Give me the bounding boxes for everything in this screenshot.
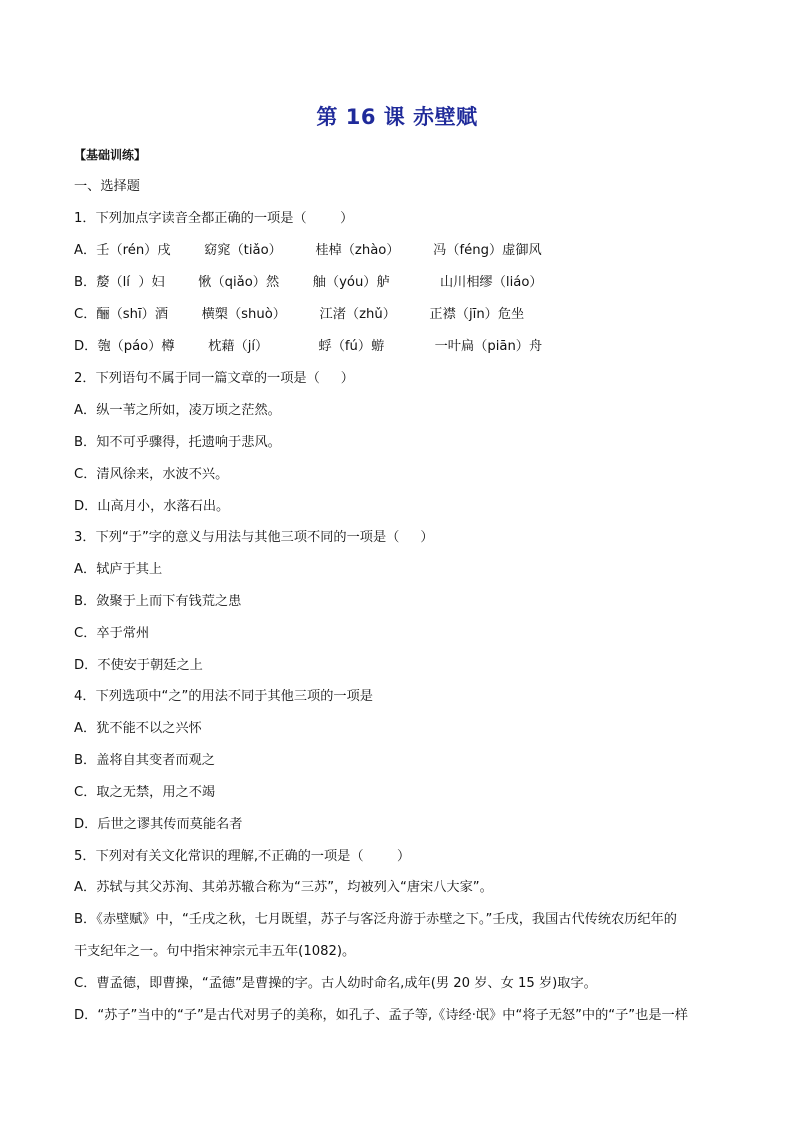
- question-5-stem: 5．下列对有关文化常识的理解,不正确的一项是（ ）: [74, 849, 411, 864]
- question-3-stem: 3．下列“于”字的意义与用法与其他三项不同的一项是（ ）: [74, 530, 434, 545]
- question-4-option-b: B．盖将自其变者而观之: [74, 753, 215, 768]
- section-tag: 【基础训练】: [74, 148, 147, 162]
- question-4-option-d: D．后世之谬其传而莫能名者: [74, 817, 243, 832]
- question-2-stem: 2．下列语句不属于同一篇文章的一项是（ ）: [74, 371, 354, 386]
- question-4-option-a: A．犹不能不以之兴怀: [74, 721, 202, 736]
- question-3-option-a: A．轼庐于其上: [74, 562, 163, 577]
- question-5-option-b-line-2: 干支纪年之一。句中指宋神宗元丰五年(1082)。: [74, 944, 356, 959]
- question-2-option-b: B．知不可乎骤得，托遗响于悲风。: [74, 435, 281, 450]
- question-3-option-d: D．不使安于朝廷之上: [74, 658, 203, 673]
- question-1-option-b: B．嫠（lí ）妇 愀（qiǎo）然 舳（yóu）舻 山川相缪（liáo）: [74, 275, 543, 290]
- question-2-option-c: C．清风徐来，水波不兴。: [74, 467, 229, 482]
- page-title: 第 16 课 赤壁赋: [316, 105, 478, 129]
- question-4-stem: 4．下列选项中“之”的用法不同于其他三项的一项是: [74, 689, 373, 704]
- question-5-option-d: D．“苏子”当中的“子”是古代对男子的美称，如孔子、孟子等,《诗经·氓》中“将子无怒”中的“子”也是一样: [74, 1008, 688, 1023]
- question-5-option-a: A．苏轼与其父苏洵、其弟苏辙合称为“三苏”，均被列入“唐宋八大家”。: [74, 880, 493, 895]
- question-5-option-c: C．曹孟德，即曹操，“孟德”是曹操的字。古人幼时命名,成年(男 20 岁、女 15 岁)取字。: [74, 976, 597, 991]
- question-1-stem: 1．下列加点字读音全都正确的一项是（ ）: [74, 211, 354, 226]
- question-1-option-c: C．酾（shī）酒 横槊（shuò） 江渚（zhǔ） 正襟（jīn）危坐: [74, 307, 525, 322]
- question-1-option-d: D．匏（páo）樽 枕藉（jí） 蜉（fú）蝣 一叶扁（piān）舟: [74, 339, 543, 354]
- question-5-option-b-line-1: B．《赤壁赋》中，“壬戌之秋，七月既望，苏子与客泛舟游于赤壁之下。”壬戌，我国古代传统农历纪年的: [74, 912, 677, 927]
- question-1-option-a: A．壬（rén）戌 窈窕（tiǎo） 桂棹（zhào） 冯（féng）虚御风: [74, 243, 542, 258]
- question-4-option-c: C．取之无禁，用之不竭: [74, 785, 216, 800]
- part-heading: 一、选择题: [74, 179, 140, 194]
- question-3-option-c: C．卒于常州: [74, 626, 150, 641]
- question-2-option-d: D．山高月小，水落石出。: [74, 499, 230, 514]
- question-2-option-a: A．纵一苇之所如，凌万顷之茫然。: [74, 403, 281, 418]
- question-3-option-b: B．敛聚于上而下有钱荒之患: [74, 594, 242, 609]
